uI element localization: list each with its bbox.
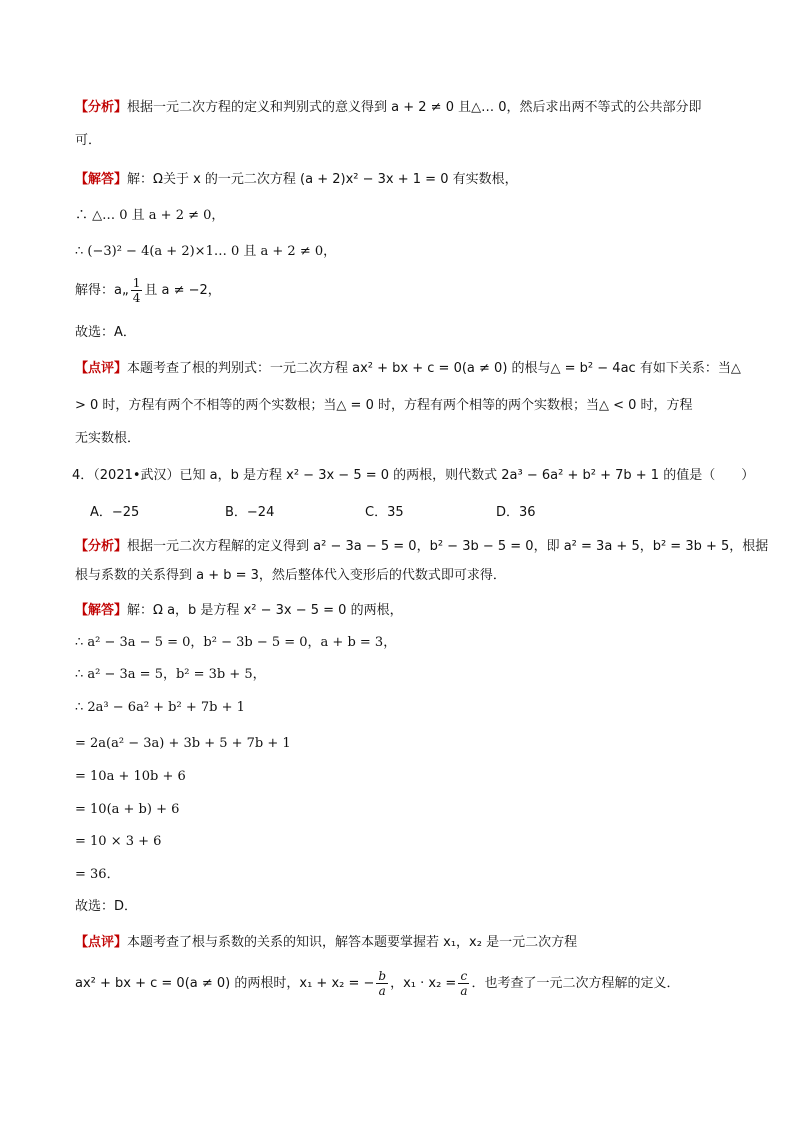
question-4: 4．（2021•武汉）已知 a，b 是方程 x² − 3x − 5 = 0 的两根，则代数式 2a³ − 6a² + b² + 7b + 1 的值是（ ） bbox=[72, 468, 755, 483]
fraction-denominator: 4 bbox=[132, 291, 141, 305]
step3-prefix: 解得：a„ bbox=[75, 283, 129, 298]
solution-step-1: ∴ △… 0 且 a + 2 ≠ 0， bbox=[75, 208, 225, 223]
comment2-prefix: ax² + bx + c = 0(a ≠ 0) 的两根时，x₁ + x₂ = − bbox=[75, 976, 375, 991]
q4-step-2: ∴ a² − 3a = 5，b² = 3b + 5， bbox=[75, 667, 266, 682]
solution-line-1 bbox=[75, 170, 725, 190]
comment-line-1 bbox=[75, 359, 741, 379]
analysis-text: 根据一元二次方程解的定义得到 a² − 3a − 5 = 0，b² − 3b − 5 = 0，即 a² = 3a + 5，b² = 3b + 5，根据 bbox=[127, 539, 769, 554]
q4-analysis-line-2: 根与系数的关系得到 a + b = 3，然后整体代入变形后的代数式即可求得． bbox=[75, 568, 506, 583]
fraction-numerator: 1 bbox=[132, 276, 141, 290]
comment-line-2: > 0 时，方程有两个不相等的两个实数根；当△ = 0 时，方程有两个相等的两个实数根；当△ < 0 时，方程 bbox=[75, 398, 693, 413]
comment-tag: 【点评】 bbox=[75, 361, 128, 376]
solution-tag: 【解答】 bbox=[75, 603, 128, 618]
q4-step-3: ∴ 2a³ − 6a² + b² + 7b + 1 bbox=[75, 700, 245, 715]
answer-line: 故选：A． bbox=[75, 325, 136, 340]
analysis-line-2: 可． bbox=[75, 133, 102, 148]
option-a: A．−25 bbox=[90, 505, 140, 520]
step3-suffix: 且 a ≠ −2， bbox=[144, 283, 221, 298]
solution-text: 解：Ω a，b 是方程 x² − 3x − 5 = 0 的两根， bbox=[127, 603, 403, 618]
q4-step-5: = 10a + 10b + 6 bbox=[75, 769, 186, 784]
fraction-denominator: a bbox=[460, 984, 468, 998]
fraction-one-quarter bbox=[131, 276, 143, 305]
q4-solution-line-1 bbox=[75, 601, 725, 621]
option-b: B．−24 bbox=[225, 505, 275, 520]
q4-step-7: = 10 × 3 + 6 bbox=[75, 834, 162, 849]
fraction-b-over-a bbox=[376, 969, 388, 998]
q4-comment-line-2 bbox=[75, 966, 725, 1002]
q4-step-8: = 36． bbox=[75, 867, 120, 882]
analysis-line-1 bbox=[75, 98, 725, 118]
comment-tag: 【点评】 bbox=[75, 935, 128, 950]
option-c: C．35 bbox=[365, 505, 404, 520]
analysis-tag: 【分析】 bbox=[75, 100, 128, 115]
comment2-mid: ，x₁ · x₂ = bbox=[390, 976, 457, 991]
fraction-numerator: c bbox=[458, 969, 469, 984]
analysis-text: 根据一元二次方程的定义和判别式的意义得到 a + 2 ≠ 0 且△… 0，然后求出两不等式的公共部分即 bbox=[127, 100, 702, 115]
fraction-c-over-a bbox=[458, 969, 469, 998]
fraction-denominator: a bbox=[378, 984, 386, 998]
q4-answer-line: 故选：D． bbox=[75, 899, 138, 914]
analysis-tag: 【分析】 bbox=[75, 539, 128, 554]
comment-text: 本题考查了根与系数的关系的知识，解答本题要掌握若 x₁，x₂ 是一元二次方程 bbox=[127, 935, 578, 950]
q4-step-1: ∴ a² − 3a − 5 = 0，b² − 3b − 5 = 0，a + b = 3， bbox=[75, 635, 397, 650]
solution-tag: 【解答】 bbox=[75, 172, 128, 187]
option-d: D．36 bbox=[496, 505, 536, 520]
fraction-numerator: b bbox=[378, 969, 387, 983]
q4-step-6: = 10(a + b) + 6 bbox=[75, 802, 180, 817]
solution-step-3 bbox=[75, 274, 725, 308]
comment-text: 本题考查了根的判别式：一元二次方程 ax² + bx + c = 0(a ≠ 0) 的根与△ = b² − 4ac 有如下关系：当△ bbox=[127, 361, 741, 376]
comment2-suffix: ．也考查了一元二次方程解的定义． bbox=[471, 976, 680, 991]
q4-analysis-line-1 bbox=[75, 537, 769, 557]
q4-step-4: = 2a(a² − 3a) + 3b + 5 + 7b + 1 bbox=[75, 736, 291, 751]
solution-step-2: ∴ (−3)² − 4(a + 2)×1… 0 且 a + 2 ≠ 0， bbox=[75, 244, 337, 259]
q4-comment-line-1 bbox=[75, 933, 725, 953]
solution-text: 解：Ω关于 x 的一元二次方程 (a + 2)x² − 3x + 1 = 0 有实数根， bbox=[127, 172, 518, 187]
comment-line-3: 无实数根． bbox=[75, 431, 141, 446]
